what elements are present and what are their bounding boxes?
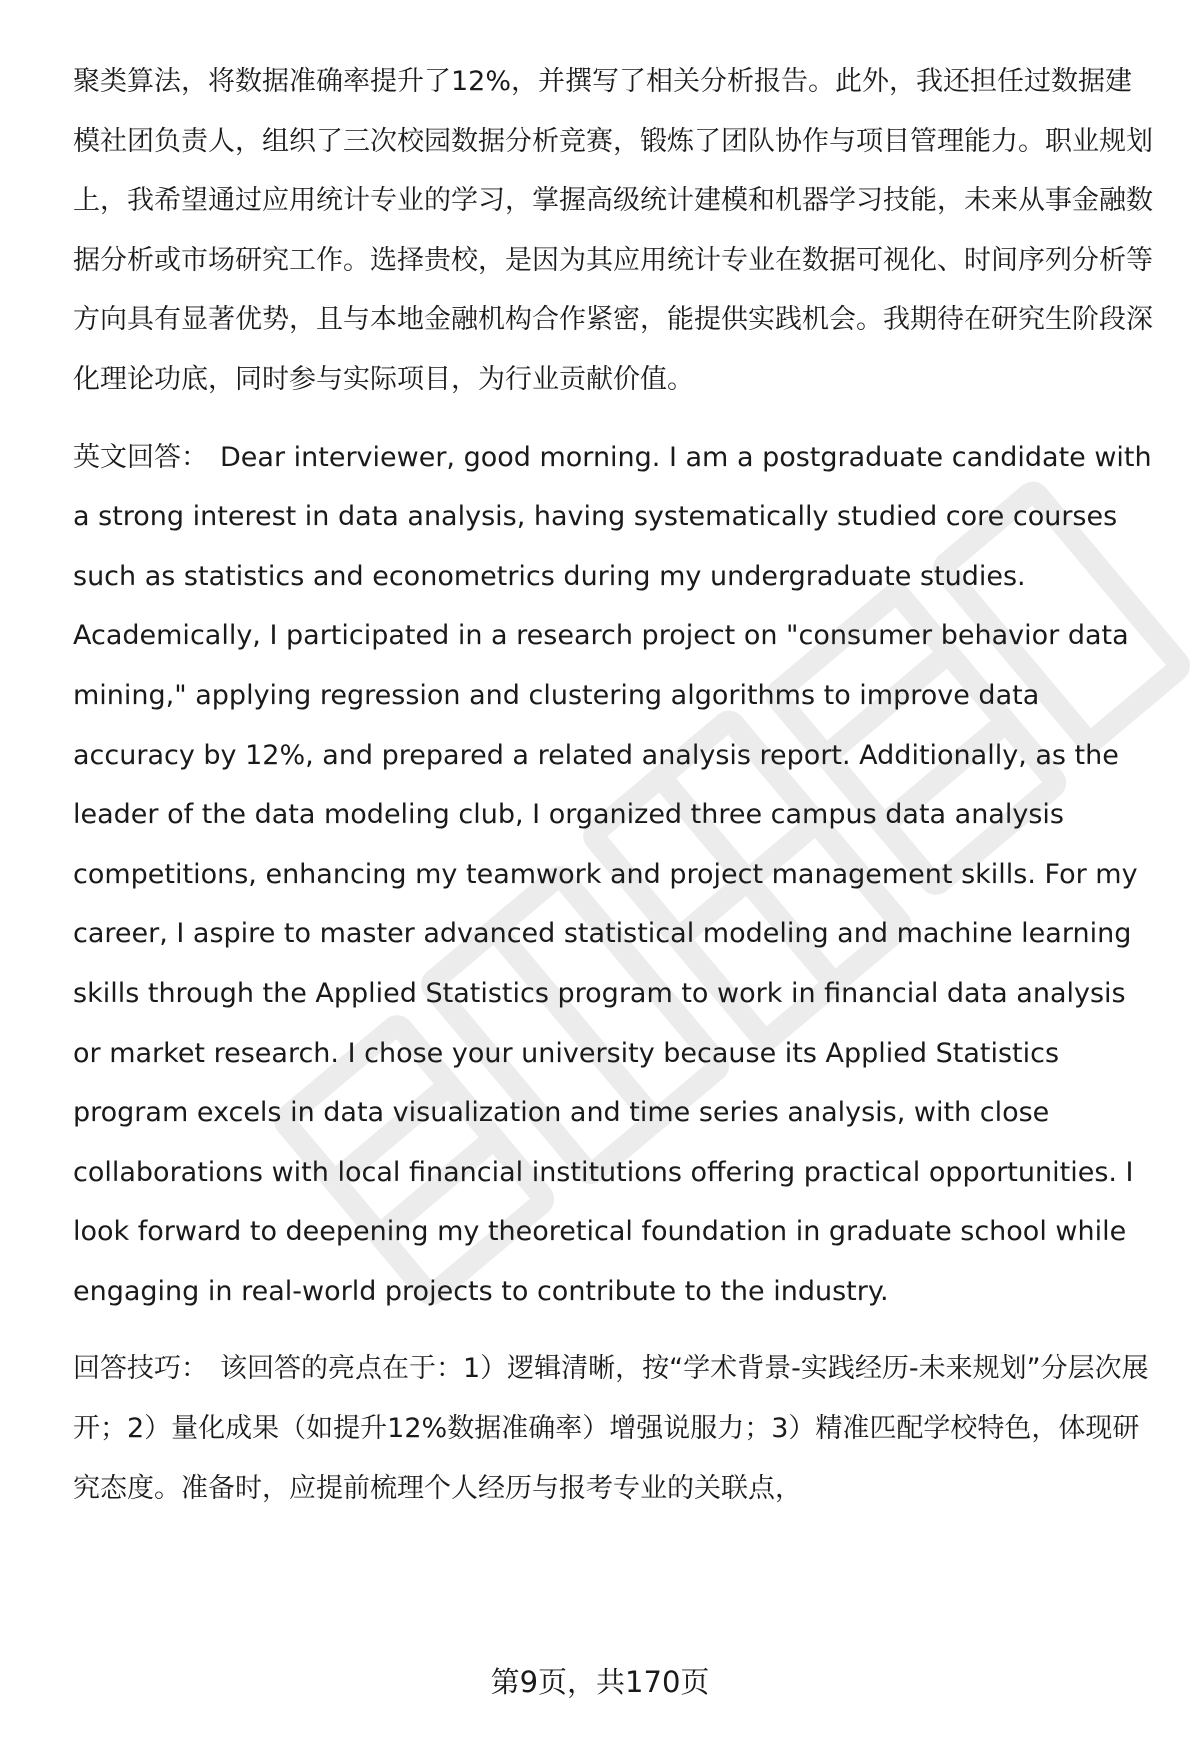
tips-paragraph (73, 1339, 1153, 1518)
page-number-footer: 第9页，共170页 (490, 1665, 710, 1699)
document-page (73, 52, 1153, 1518)
english-answer-text: Dear interviewer, good morning. I am a postgraduate candidate with a strong interest in data analysis, having systematically studied core courses such as statistics and econometrics during my undergraduate studies. Academically, I participated in a research project on "consumer behavior data mining," applying regression and clustering algorithms to improve data accuracy by 12%, and prepared a related analysis report. Additionally, as the leader of the data modeling club, I organized three campus data analysis competitions, enhancing my teamwork and project management skills. For my career, I aspire to master advanced statistical modeling and machine learning skills through the Applied Statistics program to work in financial data analysis or market research. I chose your university because its Applied Statistics program excels in data visualization and time series analysis, with close collaborations with local financial institutions offering practical opportunities. I look forward to deepening my theoretical foundation in graduate school while engaging in real-world projects to contribute to the industry. (73, 441, 1152, 1307)
english-answer-paragraph (73, 428, 1153, 1322)
tips-text: 该回答的亮点在于：1）逻辑清晰，按“学术背景-实践经历-未来规划”分层次展开；2）量化成果（如提升12%数据准确率）增强说服力；3）精准匹配学校特色，体现研究态度。准备时，应提前梳理个人经历与报考专业的关联点， (73, 1353, 1149, 1504)
continued-paragraph: 聚类算法，将数据准确率提升了12%，并撰写了相关分析报告。此外，我还担任过数据建模社团负责人，组织了三次校园数据分析竞赛，锻炼了团队协作与项目管理能力。职业规划上，我希望通过应用统计专业的学习，掌握高级统计建模和机器学习技能，未来从事金融数据分析或市场研究工作。选择贵校，是因为其应用统计专业在数据可视化、时间序列分析等方向具有显著优势，且与本地金融机构合作紧密，能提供实践机会。我期待在研究生阶段深化理论功底，同时参与实际项目，为行业贡献价值。 (73, 66, 1153, 395)
tips-label: 回答技巧： (73, 1353, 208, 1385)
english-answer-label: 英文回答： (73, 441, 208, 473)
